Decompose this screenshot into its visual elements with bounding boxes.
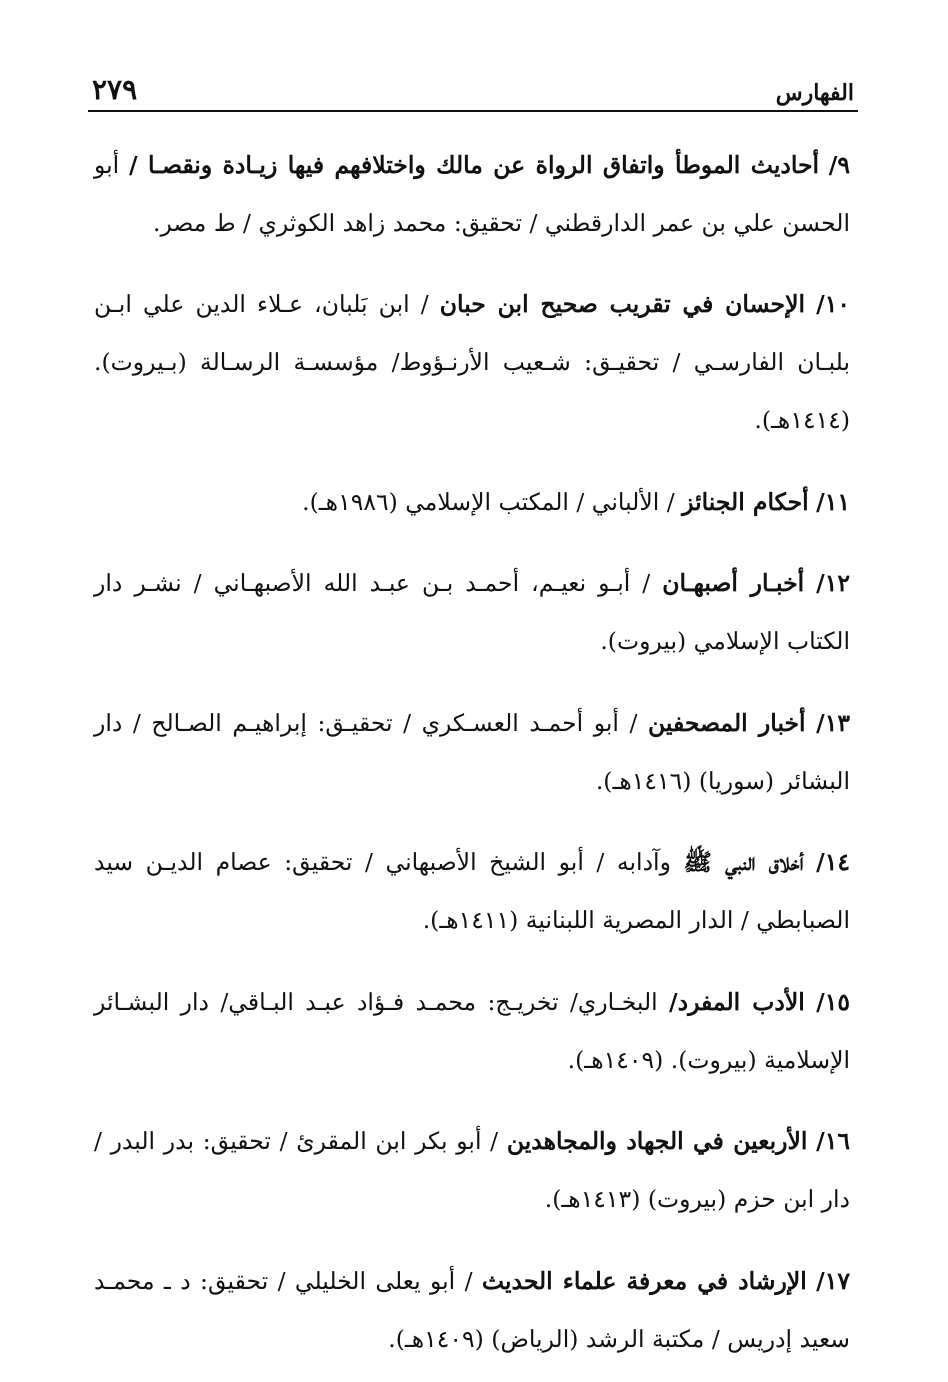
bibliography-entry [88,136,858,252]
entry-number: ١٤/ [816,848,850,876]
entry-title: الإحسان في تقريب صحيح ابن حبان [439,290,805,318]
entry-title: أحكام الجنائز [682,487,809,516]
entry-title: أحاديث الموطأ واتفاق الرواة عن مالك واختلافهم فيها زيـادة ونقصـا / [128,150,820,179]
page-number: ٢٧٩ [92,73,138,106]
bibliography-entry [88,973,858,1089]
entry-title: أخلاق النبي ﷺ [683,848,804,876]
bibliography-entry [88,694,858,810]
entry-number: ١٢/ [816,569,850,597]
entry-number: ١٦/ [816,1127,850,1155]
entry-number: ١٥/ [816,987,850,1016]
entry-details: / أبو بكر ابن المقرئ / تحقيق: بدر البدر / دار ابن حزم (بيروت) (١٤١٣هـ). [94,1127,850,1213]
document-page [88,60,858,1382]
entry-title: أخبـار أصبهـان [662,569,805,597]
bibliography-entry [88,275,858,449]
entry-details: / الألباني / المكتب الإسلامي (١٩٨٦هـ). [302,487,675,516]
bibliography-list [88,136,858,1368]
page-header [88,60,858,112]
entry-details: البخـاري/ تخريـج: محمـد فـؤاد عبـد البـاقي/ دار البشـائر الإسلامية (بيروت). (١٤٠٩هـ). [94,987,850,1074]
bibliography-entry [88,1112,858,1228]
entry-number: ١١/ [816,487,850,516]
entry-title: الإرشاد في معرفة علماء الحديث [481,1266,807,1295]
entry-details: / أبو يعلى الخليلي / تحقيق: د ـ محمـد سعيد إدريس / مكتبة الرشد (الرياض) (١٤٠٩هـ). [94,1266,850,1353]
entry-number: ٩/ [828,150,850,179]
entry-details: / أبـو نعيـم، أحمـد بـن عبـد الله الأصبهـاني / نشـر دار الكتاب الإسلامي (بيروت). [94,569,850,655]
entry-number: ١٠/ [816,290,850,318]
entry-title: الأربعين في الجهاد والمجاهدين [506,1127,808,1155]
bibliography-entry [88,554,858,670]
entry-number: ١٣/ [816,708,850,737]
bibliography-entry [88,473,858,531]
entry-number: ١٧/ [816,1266,850,1295]
entry-details: أبو الحسن علي بن عمر الدارقطني / تحقيق: محمد زاهد الكوثري / ط مصر. [94,150,850,237]
entry-title: الأدب المفرد/ [669,987,805,1016]
bibliography-entry [88,1252,858,1368]
section-title: الفهارس [775,80,854,106]
entry-details: / ابن بَلبان، عـلاء الدين علي ابـن بلبـان الفارسـي / تحقيـق: شـعيب الأرنـؤوط/ مؤسسـة الرسـالة (بـيروت). (١٤١٤هـ). [94,290,850,434]
entry-details: وآدابه / أبو الشيخ الأصبهاني / تحقيق: عصام الديـن سيد الصبابطي / الدار المصرية اللبنانية (١٤١١هـ). [94,848,850,934]
entry-title: أخبار المصحفين [647,708,806,737]
entry-details: / أبو أحمـد العسـكري / تحقيـق: إبراهيـم الصـالح / دار البشائر (سوريا) (١٤١٦هـ). [94,708,850,795]
bibliography-entry [88,833,858,949]
